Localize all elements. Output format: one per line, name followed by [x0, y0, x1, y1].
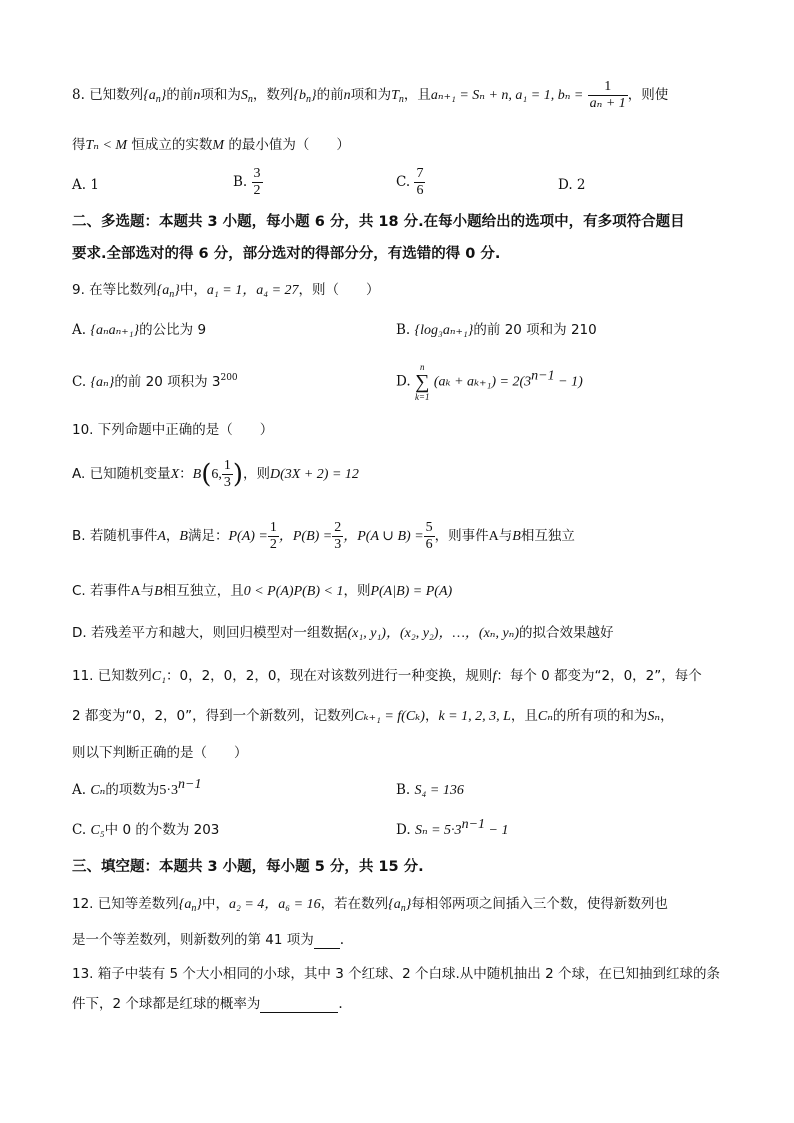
q8-number: 8.: [72, 87, 85, 103]
q11-line1: 11. 已知数列C₁：0，2，0，2，0，现在对该数列进行一种变换，规则f：每个 0 都变为“2，0，2”，每个: [72, 668, 702, 684]
q8-line2: 得Tₙ < M 恒成立的实数M 的最小值为（ ）: [72, 137, 350, 153]
q10-option-d: D. 若残差平方和越大，则回归模型对一组数据(x₁, y₁)，(x₂, y₂)，…，(xₙ, yₙ)的拟合效果越好: [72, 625, 614, 641]
q11-option-d: D. $S_n = 5\cdot 3^{n-1} - 1$: [396, 817, 509, 838]
section-2-title: 二、多选题：本题共 3 小题，每小题 6 分，共 18 分.在每小题给出的选项中，有多项符合题目: [72, 214, 685, 230]
section-2-instructions: 要求.全部选对的得 6 分，部分选对的得部分分，有选错的得 0 分.: [72, 246, 501, 262]
answer-blank[interactable]: [260, 998, 338, 1013]
q13-line1: 13. 箱子中装有 5 个大小相同的小球，其中 3 个红球、2 个白球.从中随机抽出 2 个球，在已知抽到红球的条: [72, 966, 720, 982]
q11-line3: 则以下判断正确的是（ ）: [72, 745, 248, 761]
q9-option-c: C. {aₙ}的前 20 项积为 $3^{200}$: [72, 373, 238, 390]
q9-option-d: D. n ∑ k=1 $(a_k + a_{k+1}) = 2(3^{n-1} - 1)$: [396, 362, 583, 402]
q8-condition: aₙ₊₁ = Sₙ + n, a₁ = 1, bₙ =: [430, 88, 584, 103]
q9-option-a: A. {aₙaₙ₊₁}的公比为 9: [72, 322, 207, 338]
q10-stem: 10. 下列命题中正确的是（ ）: [72, 422, 274, 438]
q11-option-b: B. S₄ = 136: [396, 782, 464, 798]
q8-option-d: D. 2: [558, 177, 586, 193]
q12-line2: 是一个等差数列，则新数列的第 41 项为 .: [72, 932, 345, 948]
section-3-title: 三、填空题：本题共 3 小题，每小题 5 分，共 15 分.: [72, 859, 424, 875]
q9-stem: 9. 在等比数列$\{a_n\}$中，a₁ = 1，a₄ = 27，则（ ）: [72, 282, 380, 300]
q10-option-c: C. 若事件A与B相互独立，且0 < P(A)P(B) < 1，则P(A|B) = P(A): [72, 583, 453, 599]
q13-line2: 件下，2 个球都是红球的概率为 .: [72, 996, 343, 1012]
q10-option-b: B. 若随机事件A，B满足：P(A) = $\frac{1}{2}$ ，P(B) = $\frac{2}{3}$ ，P(A ∪ B) = $\frac{5}{6}$ ，则事件A与B相互独立: [72, 520, 575, 552]
q11-line2: 2 都变为“0，2，0”，得到一个新数列，记数列Cₖ₊₁ = f(Cₖ)，k = 1, 2, 3, L，且Cₙ的所有项的和为Sₙ，: [72, 708, 674, 724]
q8-option-b: B. $\frac{3}{2}$: [233, 166, 261, 198]
q9-option-b: B. {log₃aₙ₊₁}的前 20 项和为 210: [396, 322, 597, 338]
answer-blank[interactable]: [314, 934, 340, 949]
q11-option-c: C. C₅中 0 的个数为 203: [72, 822, 220, 838]
q8-fraction: $\frac{1}{\text{aₙ + 1}}$: [589, 79, 626, 111]
q11-option-a: A. Cₙ的项数为$5\cdot 3^{n-1}$: [72, 777, 202, 798]
q8-option-c: C. $\frac{7}{6}$: [396, 166, 424, 198]
q8-option-a: A. 1: [72, 177, 99, 193]
q8-line1: 8. 已知数列$\{a_n\}$的前n项和为$S_n$，数列$\{b_n\}$的前n项和为$T_n$，且aₙ₊₁ = Sₙ + n, a₁ = 1, bₙ = $\frac{1}{\text{aₙ + 1}}$ ，则使: [72, 79, 669, 111]
q10-option-a: A. 已知随机变量X：B(6, $\frac{1}{3}$ )，则D(3X + 2) = 12: [72, 458, 359, 490]
q12-line1: 12. 已知等差数列$\{a_n\}$中，a₂ = 4，a₆ = 16，若在数列$\{a_n\}$每相邻两项之间插入三个数，使得新数列也: [72, 896, 668, 914]
